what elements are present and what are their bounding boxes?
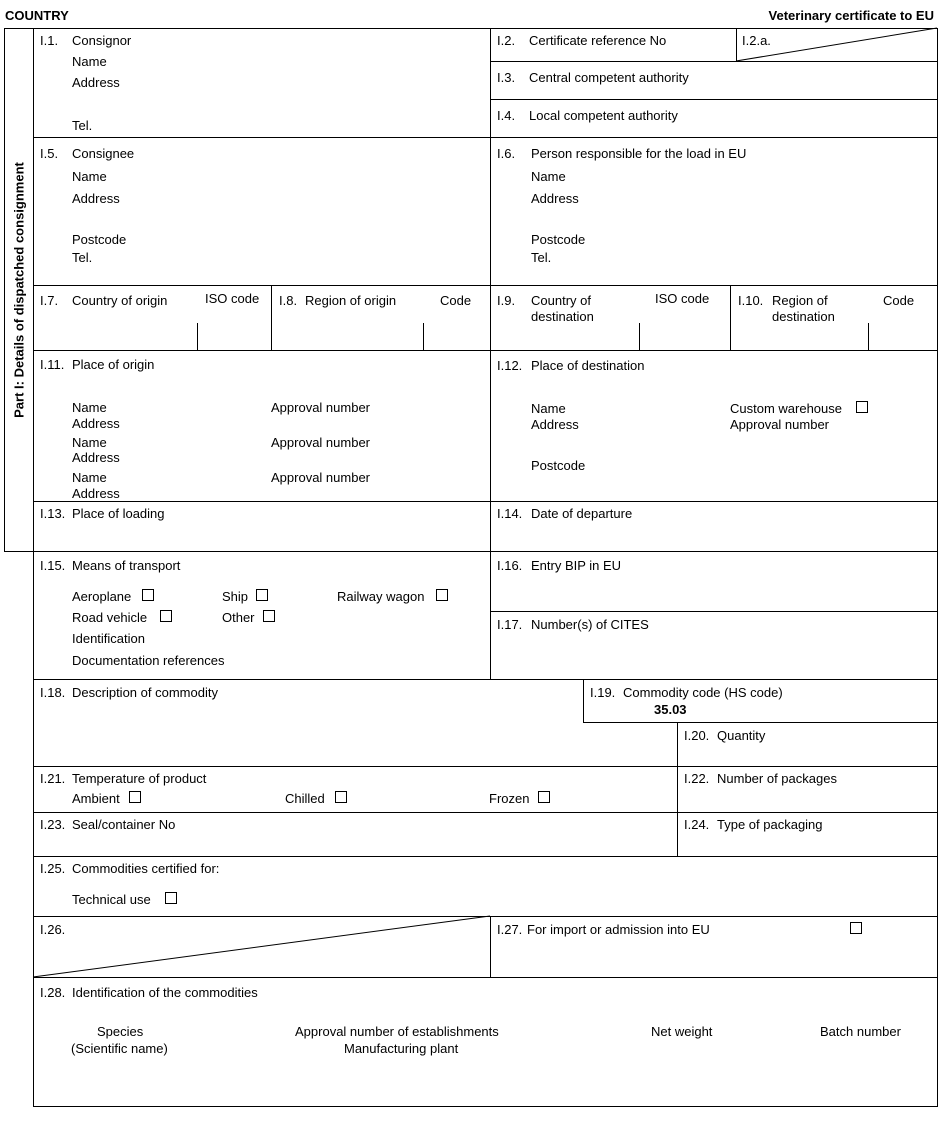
destination-name-label: Name <box>531 401 566 416</box>
box-i7-number: I.7. <box>40 293 59 308</box>
destination-iso-code-label: ISO code <box>655 291 710 306</box>
consignor-tel-label: Tel. <box>72 118 93 133</box>
date-of-departure-label: Date of departure <box>531 506 633 521</box>
manufacturing-plant-column-header: Manufacturing plant <box>344 1041 459 1056</box>
responsible-postcode-label: Postcode <box>531 232 586 247</box>
hs-code-value: 35.03 <box>654 702 687 717</box>
type-of-packaging-label: Type of packaging <box>717 817 823 832</box>
box-i11-number: I.11. <box>40 357 65 372</box>
box-i1-title: Consignor <box>72 33 132 48</box>
box-i2a-number: I.2.a. <box>742 33 771 48</box>
country-heading: COUNTRY <box>5 8 69 23</box>
box-i24-number: I.24. <box>684 817 710 832</box>
entry-bip-label: Entry BIP in EU <box>531 558 622 573</box>
destination-approval-label: Approval number <box>730 417 829 432</box>
custom-warehouse-checkbox[interactable] <box>856 401 868 413</box>
seal-container-label: Seal/container No <box>72 817 176 832</box>
place-of-origin-label: Place of origin <box>72 357 155 372</box>
chilled-checkbox[interactable] <box>335 791 347 803</box>
place-of-loading-label: Place of loading <box>72 506 165 521</box>
box-i4-number: I.4. <box>497 108 516 123</box>
box-i5-title: Consignee <box>72 146 135 161</box>
technical-use-label: Technical use <box>72 892 151 907</box>
custom-warehouse-label: Custom warehouse <box>730 401 842 416</box>
commodity-code-label: Commodity code (HS code) <box>623 685 783 700</box>
box-i12-number: I.12. <box>497 358 523 373</box>
box-i13-number: I.13. <box>40 506 66 521</box>
responsible-address-label: Address <box>531 191 579 206</box>
consignor-address-label: Address <box>72 75 120 90</box>
other-transport-label: Other <box>222 610 255 625</box>
consignor-name-label: Name <box>72 54 107 69</box>
box-i16-number: I.16. <box>497 558 523 573</box>
number-of-packages-label: Number of packages <box>717 771 837 786</box>
country-of-origin-label: Country of origin <box>72 293 168 308</box>
box-i23-number: I.23. <box>40 817 66 832</box>
origin-approval-label-2: Approval number <box>271 435 370 450</box>
central-authority-label: Central competent authority <box>529 70 689 85</box>
consignee-postcode-label: Postcode <box>72 232 127 247</box>
region-of-destination-label: Region of <box>772 293 828 308</box>
local-authority-label: Local competent authority <box>529 108 678 123</box>
destination-postcode-label: Postcode <box>531 458 586 473</box>
box-i1-number: I.1. <box>40 33 59 48</box>
frozen-checkbox[interactable] <box>538 791 550 803</box>
railway-wagon-label: Railway wagon <box>337 589 425 604</box>
box-i22-number: I.22. <box>684 771 710 786</box>
ship-checkbox[interactable] <box>256 589 268 601</box>
origin-region-code-label: Code <box>440 293 472 308</box>
box-i9-number: I.9. <box>497 293 516 308</box>
box-i3-number: I.3. <box>497 70 516 85</box>
region-of-origin-label: Region of origin <box>305 293 397 308</box>
origin-name-label-3: Name <box>72 470 107 485</box>
cites-numbers-label: Number(s) of CITES <box>531 617 649 632</box>
certificate-title: Veterinary certificate to EU <box>768 8 934 23</box>
railway-wagon-checkbox[interactable] <box>436 589 448 601</box>
import-admission-label: For import or admission into EU <box>527 922 710 937</box>
box-i28-number: I.28. <box>40 985 66 1000</box>
ambient-label: Ambient <box>72 791 120 806</box>
scientific-name-column-header: (Scientific name) <box>71 1041 168 1056</box>
origin-iso-code-label: ISO code <box>205 291 260 306</box>
box-i26-number: I.26. <box>40 922 66 937</box>
net-weight-column-header: Net weight <box>651 1024 713 1039</box>
box-i18-number: I.18. <box>40 685 66 700</box>
import-admission-checkbox[interactable] <box>850 922 862 934</box>
quantity-label: Quantity <box>717 728 766 743</box>
box-i5-number: I.5. <box>40 146 59 161</box>
batch-number-column-header: Batch number <box>820 1024 901 1039</box>
description-of-commodity-label: Description of commodity <box>72 685 218 700</box>
destination-address-label: Address <box>531 417 579 432</box>
identification-label: Identification <box>72 631 145 646</box>
means-of-transport-label: Means of transport <box>72 558 181 573</box>
box-i27-number: I.27. <box>497 922 523 937</box>
other-transport-checkbox[interactable] <box>263 610 275 622</box>
chilled-label: Chilled <box>285 791 325 806</box>
aeroplane-checkbox[interactable] <box>142 589 154 601</box>
place-of-destination-label: Place of destination <box>531 358 645 373</box>
destination-region-code-label: Code <box>883 293 915 308</box>
box-i6-number: I.6. <box>497 146 516 161</box>
road-vehicle-checkbox[interactable] <box>160 610 172 622</box>
identification-of-commodities-label: Identification of the commodities <box>72 985 258 1000</box>
certificate-reference-label: Certificate reference No <box>529 33 667 48</box>
ambient-checkbox[interactable] <box>129 791 141 803</box>
consignee-tel-label: Tel. <box>72 250 93 265</box>
box-i8-number: I.8. <box>279 293 298 308</box>
aeroplane-label: Aeroplane <box>72 589 132 604</box>
responsible-tel-label: Tel. <box>531 250 552 265</box>
part-label: Part I: Details of dispatched consignment <box>11 162 27 418</box>
box-i21-number: I.21. <box>40 771 66 786</box>
origin-address-label-2: Address <box>72 450 120 465</box>
origin-address-label-1: Address <box>72 416 120 431</box>
documentation-references-label: Documentation references <box>72 653 225 668</box>
country-of-destination-label: Country of <box>531 293 591 308</box>
box-i14-number: I.14. <box>497 506 523 521</box>
road-vehicle-label: Road vehicle <box>72 610 148 625</box>
origin-name-label-1: Name <box>72 400 107 415</box>
approval-establishments-column-header: Approval number of establishments <box>295 1024 499 1039</box>
technical-use-checkbox[interactable] <box>165 892 177 904</box>
commodities-certified-label: Commodities certified for: <box>72 861 220 876</box>
origin-approval-label-3: Approval number <box>271 470 370 485</box>
box-i15-number: I.15. <box>40 558 66 573</box>
responsible-name-label: Name <box>531 169 566 184</box>
origin-approval-label-1: Approval number <box>271 400 370 415</box>
box-i25-number: I.25. <box>40 861 66 876</box>
ship-label: Ship <box>222 589 249 604</box>
consignee-name-label: Name <box>72 169 107 184</box>
box-i17-number: I.17. <box>497 617 523 632</box>
country-of-destination-label-2: destination <box>531 309 594 324</box>
box-i6-title: Person responsible for the load in EU <box>531 146 747 161</box>
origin-name-label-2: Name <box>72 435 107 450</box>
origin-address-label-3: Address <box>72 486 120 501</box>
consignee-address-label: Address <box>72 191 120 206</box>
box-i2-number: I.2. <box>497 33 516 48</box>
box-i20-number: I.20. <box>684 728 710 743</box>
box-i10-number: I.10. <box>738 293 764 308</box>
frozen-label: Frozen <box>489 791 530 806</box>
temperature-of-product-label: Temperature of product <box>72 771 207 786</box>
region-of-destination-label-2: destination <box>772 309 835 324</box>
species-column-header: Species <box>97 1024 144 1039</box>
box-i19-number: I.19. <box>590 685 616 700</box>
